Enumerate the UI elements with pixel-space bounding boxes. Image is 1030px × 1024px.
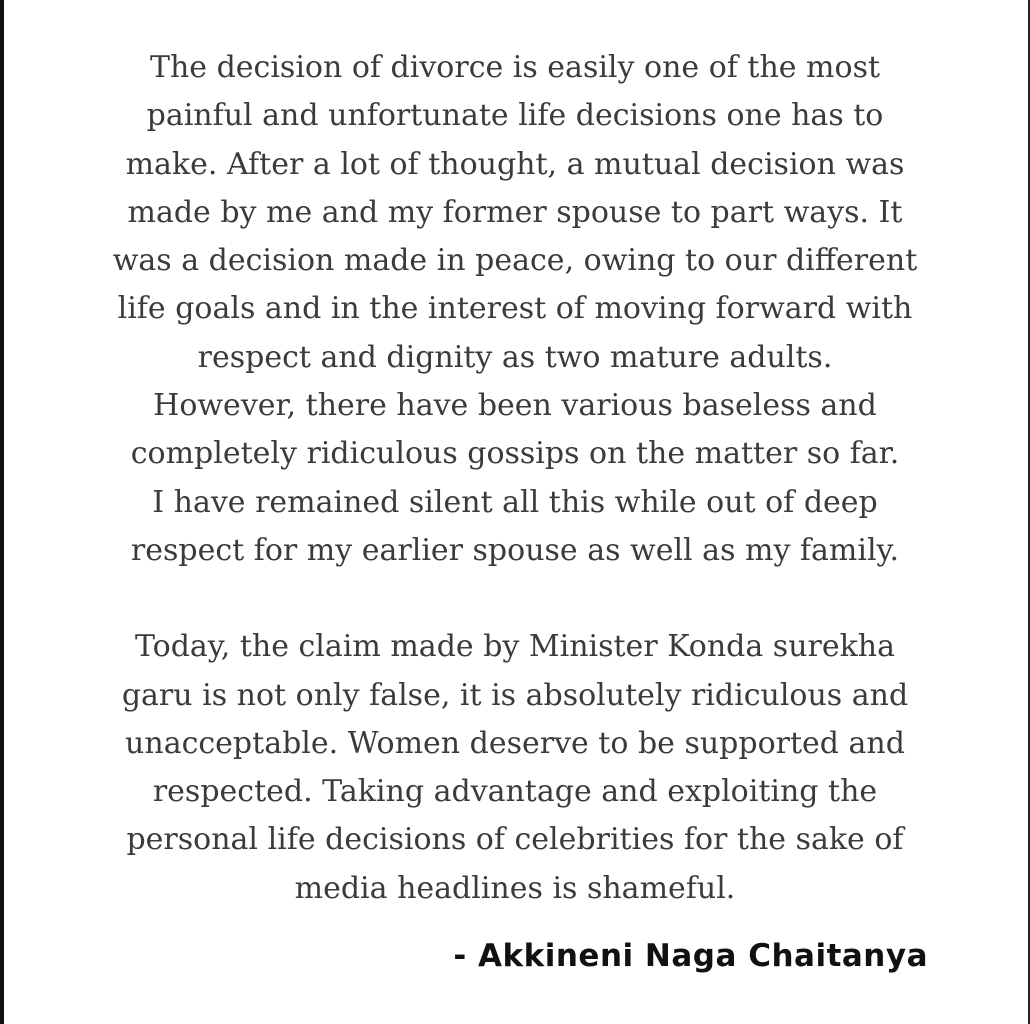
- text-line: personal life decisions of celebrities for the sake of: [126, 822, 904, 858]
- text-line: garu is not only false, it is absolutely ridiculous and: [121, 677, 909, 713]
- text-line: completely ridiculous gossips on the matter so far.: [130, 436, 900, 472]
- text-line: make. After a lot of thought, a mutual decision was: [125, 146, 905, 182]
- text-line: I have remained silent all this while out of deep: [152, 484, 878, 520]
- signature: - Akkineni Naga Chaitanya: [453, 938, 928, 974]
- text-line: was a decision made in peace, owing to our different: [112, 243, 918, 279]
- text-line: However, there have been various baseless and: [153, 388, 877, 424]
- text-line: media headlines is shameful.: [294, 870, 736, 906]
- paragraph-gap: [60, 575, 970, 623]
- left-border: [0, 0, 4, 1024]
- paragraph-1: [60, 44, 970, 575]
- text-line: The decision of divorce is easily one of the most: [149, 50, 881, 85]
- text-line: respected. Taking advantage and exploiting the: [152, 774, 878, 810]
- paragraph-2: [60, 623, 970, 913]
- text-line: made by me and my former spouse to part ways. It: [127, 194, 903, 230]
- text-line: Today, the claim made by Minister Konda surekha: [134, 629, 896, 665]
- statement-body: [60, 44, 970, 913]
- text-line: respect for my earlier spouse as well as my family.: [130, 532, 900, 568]
- text-line: painful and unfortunate life decisions one has to: [146, 98, 884, 134]
- text-line: unacceptable. Women deserve to be supported and: [125, 725, 905, 761]
- text-line: respect and dignity as two mature adults.: [197, 339, 833, 375]
- text-line: life goals and in the interest of moving forward with: [117, 291, 913, 327]
